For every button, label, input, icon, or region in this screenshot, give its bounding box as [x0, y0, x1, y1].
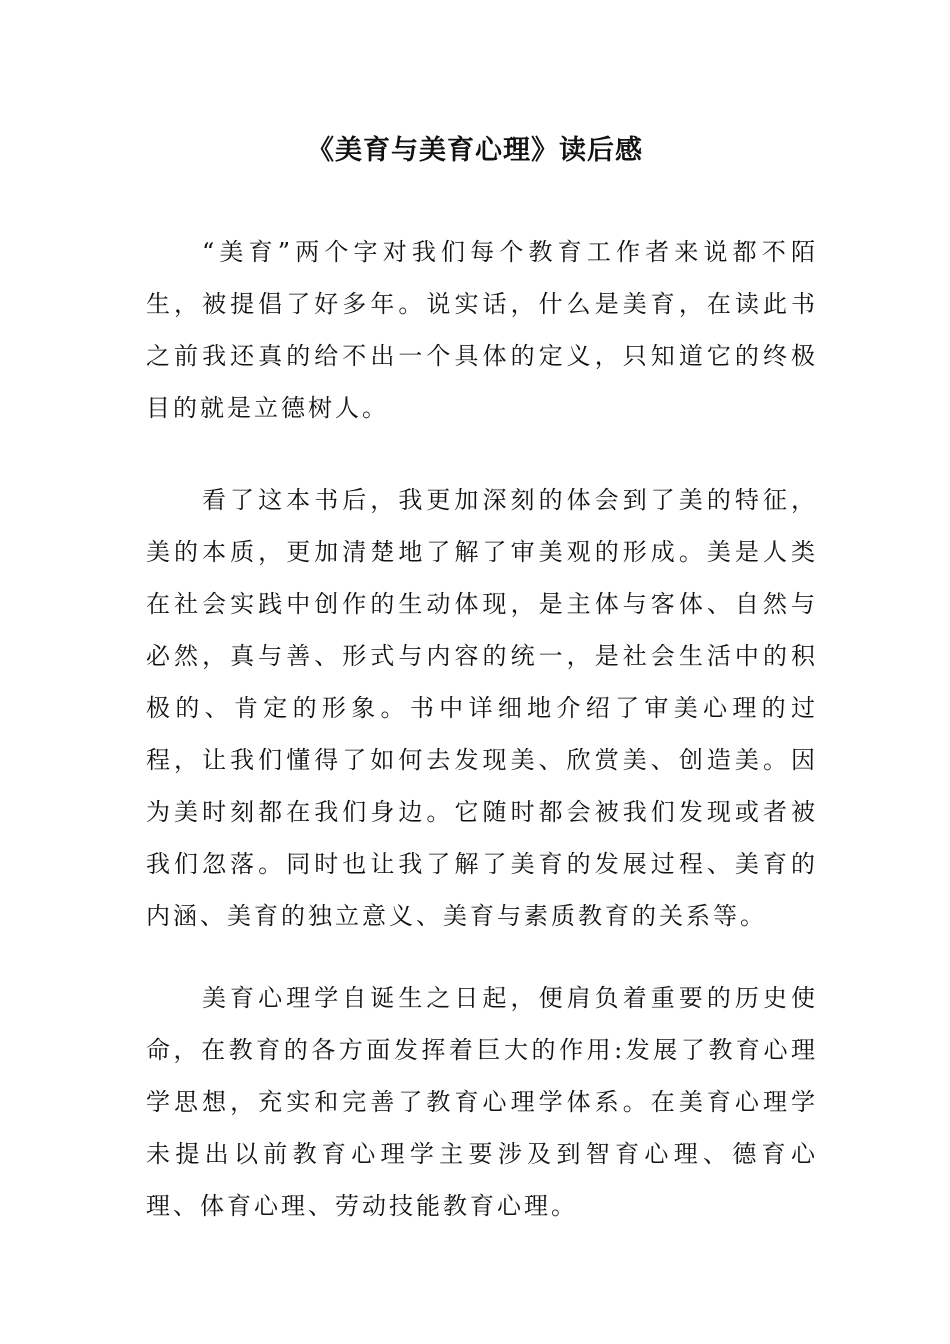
paragraph-3: 美育心理学自诞生之日起，便肩负着重要的历史使命，在教育的各方面发挥着巨大的作用:发展了教育心理学思想，充实和完善了教育心理学体系。在美育心理学未提出以前教育心理学主要涉及到智育心理、德育心理、体育心理、劳动技能教育心理。 [146, 984, 818, 1220]
document-title: 《美育与美育心理》读后感 [307, 135, 643, 166]
paragraph-2: 看了这本书后，我更加深刻的体会到了美的特征，美的本质，更加清楚地了解了审美观的形成。美是人类在社会实践中创作的生动体现，是主体与客体、自然与必然，真与善、形式与内容的统一，是社会生活中的积极的、肯定的形象。书中详细地介绍了审美心理的过程，让我们懂得了如何去发现美、欣赏美、创造美。因为美时刻都在我们身边。它随时都会被我们发现或者被我们忽落。同时也让我了解了美育的发展过程、美育的内涵、美育的独立意义、美育与素质教育的关系等。 [146, 486, 818, 930]
paragraph-1: “美育”两个字对我们每个教育工作者来说都不陌生，被提倡了好多年。说实话，什么是美育，在读此书之前我还真的给不出一个具体的定义，只知道它的终极目的就是立德树人。 [146, 238, 818, 422]
